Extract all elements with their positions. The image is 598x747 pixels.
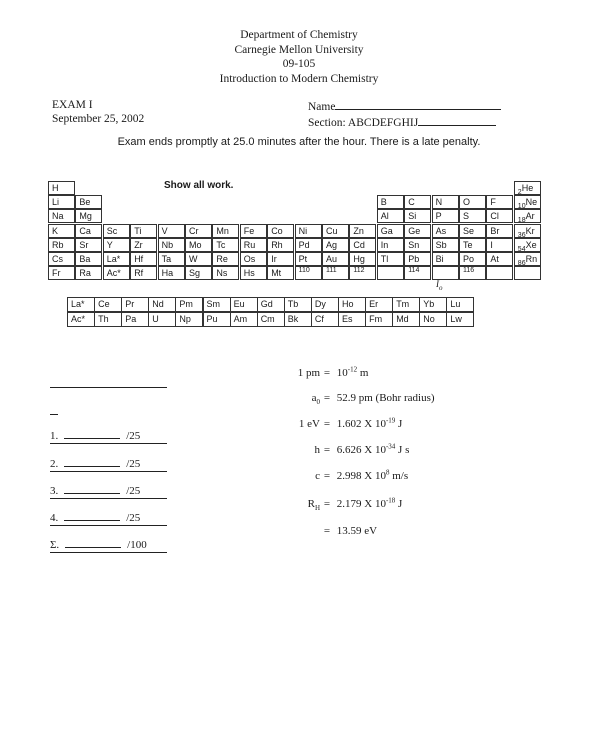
- score-total: /25: [126, 458, 141, 470]
- element-cell-fr: Fr: [48, 266, 75, 280]
- show-work-instruction: Show all work.: [164, 180, 234, 191]
- constant-symbol: 1 pm: [297, 367, 320, 379]
- element-cell-ge: Ge: [404, 224, 431, 238]
- score-rule: [50, 525, 167, 526]
- lanthanide-cell-dy: Dy: [311, 297, 339, 312]
- element-cell-be: Be: [75, 195, 102, 209]
- element-cell-36kr: $_{36}$Kr: [514, 224, 541, 238]
- lanthanide-cell-la: La*: [67, 297, 95, 312]
- score-blank[interactable]: [64, 483, 120, 494]
- element-cell-y: Y: [103, 238, 130, 252]
- constant-value: 52.9 pm (Bohr radius): [334, 392, 435, 404]
- element-cell-se: Se: [459, 224, 486, 238]
- score-rule: [50, 552, 167, 553]
- element-cell-mg: Mg: [75, 209, 102, 223]
- equals-sign: =: [323, 367, 331, 379]
- element-cell-zr: Zr: [130, 238, 157, 252]
- constant-value: $10^{-12}$ m: [334, 365, 369, 379]
- exam-info: [52, 98, 144, 126]
- element-cell-si: Si: [404, 209, 431, 223]
- element-cell-cr: Cr: [185, 224, 212, 238]
- constant-row: [264, 444, 409, 456]
- element-cell-p: P: [432, 209, 459, 223]
- element-cell-f: F: [486, 195, 513, 209]
- equals-sign: =: [323, 498, 331, 510]
- equals-sign: =: [323, 525, 331, 537]
- section-field[interactable]: [418, 114, 496, 126]
- score-total: /25: [126, 512, 141, 524]
- element-cell-fe: Fe: [240, 224, 267, 238]
- element-cell-pb: Pb: [404, 252, 431, 266]
- element-cell-18ar: $_{18}$Ar: [514, 209, 541, 223]
- score-blank[interactable]: [64, 428, 120, 439]
- constant-value: 2.998 X $10^8$ m/s: [334, 468, 409, 482]
- constant-value: 1.602 X $10^{-19}$ J: [334, 416, 403, 430]
- lanthanide-cell-sm: Sm: [203, 297, 231, 312]
- lanthanide-cell-ho: Ho: [338, 297, 366, 312]
- constant-row: [264, 367, 368, 379]
- score-row: [50, 510, 170, 524]
- element-cell-mt: Mt: [267, 266, 294, 280]
- element-cell-sg: Sg: [185, 266, 212, 280]
- element-cell-112: 112: [349, 266, 376, 280]
- element-cell-os: Os: [240, 252, 267, 266]
- element-cell-mn: Mn: [212, 224, 239, 238]
- element-cell-ra: Ra: [75, 266, 102, 280]
- element-cell-sc: Sc: [103, 224, 130, 238]
- element-cell-al: Al: [377, 209, 404, 223]
- actinide-cell-pa: Pa: [121, 312, 149, 327]
- element-cell-86rn: $_{86}$Rn: [514, 252, 541, 266]
- score-label: Σ.: [50, 539, 60, 551]
- element-cell-ir: Ir: [267, 252, 294, 266]
- actinide-cell-cm: Cm: [257, 312, 285, 327]
- element-cell-rf: Rf: [130, 266, 157, 280]
- score-blank[interactable]: [64, 510, 120, 521]
- element-cell-zn: Zn: [349, 224, 376, 238]
- section-label: Section: ABCDEFGHIJ: [308, 117, 419, 129]
- constant-symbol: $a_0$: [311, 392, 320, 407]
- score-total: /25: [126, 485, 141, 497]
- score-row: [50, 537, 170, 551]
- element-cell-in: In: [377, 238, 404, 252]
- element-cell-v: V: [158, 224, 185, 238]
- actinide-cell-cf: Cf: [311, 312, 339, 327]
- score-row: [50, 456, 170, 470]
- element-cell-ns: Ns: [212, 266, 239, 280]
- score-rule: [50, 471, 167, 472]
- element-cell-b: B: [377, 195, 404, 209]
- exam-title: EXAM I: [52, 99, 93, 111]
- score-rule: [50, 498, 167, 499]
- lanthanide-cell-tm: Tm: [392, 297, 420, 312]
- actinide-cell-u: U: [148, 312, 176, 327]
- element-cell-co: Co: [267, 224, 294, 238]
- lanthanide-cell-gd: Gd: [257, 297, 285, 312]
- lanthanide-cell-ce: Ce: [94, 297, 122, 312]
- element-cell-sn: Sn: [404, 238, 431, 252]
- lanthanide-cell-eu: Eu: [230, 297, 258, 312]
- equals-sign: =: [323, 418, 331, 430]
- element-cell-ca: Ca: [75, 224, 102, 238]
- lanthanide-cell-pr: Pr: [121, 297, 149, 312]
- element-cell-na: Na: [48, 209, 75, 223]
- element-cell-o: O: [459, 195, 486, 209]
- score-blank[interactable]: [65, 537, 121, 548]
- element-cell-rb: Rb: [48, 238, 75, 252]
- element-cell-nb: Nb: [158, 238, 185, 252]
- score-total: /100: [127, 539, 147, 551]
- element-cell-at: At: [486, 252, 513, 266]
- element-cell-mo: Mo: [185, 238, 212, 252]
- element-cell-ag: Ag: [322, 238, 349, 252]
- element-cell-hg: Hg: [349, 252, 376, 266]
- actinide-cell-fm: Fm: [365, 312, 393, 327]
- actinide-cell-th: Th: [94, 312, 122, 327]
- handwritten-mark: $I_o$: [436, 279, 443, 292]
- actinide-cell-no: No: [419, 312, 447, 327]
- actinide-cell-np: Np: [175, 312, 203, 327]
- element-cell-rh: Rh: [267, 238, 294, 252]
- name-label: Name: [308, 101, 336, 113]
- element-cell-br: Br: [486, 224, 513, 238]
- score-blank[interactable]: [64, 456, 120, 467]
- element-cell-la: La*: [103, 252, 130, 266]
- element-cell-ru: Ru: [240, 238, 267, 252]
- lanthanide-cell-er: Er: [365, 297, 393, 312]
- element-cell-10ne: $_{10}$Ne: [514, 195, 541, 209]
- actinide-cell-es: Es: [338, 312, 366, 327]
- element-cell-w: W: [185, 252, 212, 266]
- actinide-cell-lw: Lw: [446, 312, 474, 327]
- actinide-cell-pu: Pu: [203, 312, 231, 327]
- constant-row: [264, 392, 435, 407]
- constant-symbol: 1 eV: [298, 418, 320, 430]
- lanthanide-cell-nd: Nd: [148, 297, 176, 312]
- score-label: 3.: [50, 485, 59, 497]
- element-cell-re: Re: [212, 252, 239, 266]
- element-cell-cd: Cd: [349, 238, 376, 252]
- element-cell-bi: Bi: [432, 252, 459, 266]
- constant-row: [264, 525, 377, 537]
- department-name: Department of Chemistry: [240, 29, 358, 41]
- score-total: /25: [126, 430, 141, 442]
- element-cell-ba: Ba: [75, 252, 102, 266]
- element-cell-po: Po: [459, 252, 486, 266]
- element-cell-116: 116: [459, 266, 486, 280]
- element-cell-ti: Ti: [130, 224, 157, 238]
- element-cell-hs: Hs: [240, 266, 267, 280]
- constant-row: [264, 496, 403, 513]
- element-cell-ta: Ta: [158, 252, 185, 266]
- element-cell-54xe: $_{54}$Xe: [514, 238, 541, 252]
- constant-value: 13.59 eV: [334, 525, 378, 537]
- score-row: [50, 428, 170, 442]
- constant-symbol: h: [314, 444, 320, 456]
- actinide-cell-ac: Ac*: [67, 312, 95, 327]
- element-cell-c: C: [404, 195, 431, 209]
- score-row: [50, 483, 170, 497]
- element-cell-ga: Ga: [377, 224, 404, 238]
- element-cell-cu: Cu: [322, 224, 349, 238]
- document-header: [0, 28, 598, 86]
- score-top-rule: [50, 387, 167, 388]
- constant-symbol: c: [315, 470, 320, 482]
- course-title: Introduction to Modern Chemistry: [219, 72, 379, 85]
- constant-value: 2.179 X $10^{-18}$ J: [334, 496, 403, 510]
- periodic-cell-empty: [514, 266, 541, 280]
- lanthanide-cell-tb: Tb: [284, 297, 312, 312]
- actinide-cell-md: Md: [392, 312, 420, 327]
- element-cell-ni: Ni: [295, 224, 322, 238]
- lanthanide-cell-lu: Lu: [446, 297, 474, 312]
- element-cell-i: I: [486, 238, 513, 252]
- element-cell-2he: $_2$He: [514, 181, 541, 195]
- constant-row: [264, 470, 408, 482]
- actinide-cell-am: Am: [230, 312, 258, 327]
- element-cell-te: Te: [459, 238, 486, 252]
- periodic-cell-empty: [486, 266, 513, 280]
- equals-sign: =: [323, 444, 331, 456]
- element-cell-tl: Tl: [377, 252, 404, 266]
- element-cell-au: Au: [322, 252, 349, 266]
- element-cell-ac: Ac*: [103, 266, 130, 280]
- name-field[interactable]: [335, 98, 501, 110]
- element-cell-pd: Pd: [295, 238, 322, 252]
- course-number: 09-105: [282, 58, 316, 70]
- score-tick: [50, 414, 58, 415]
- element-cell-li: Li: [48, 195, 75, 209]
- score-rule: [50, 443, 167, 444]
- element-cell-110: 110: [295, 266, 322, 280]
- exam-date: September 25, 2002: [52, 113, 145, 125]
- actinide-cell-bk: Bk: [284, 312, 312, 327]
- constant-value: 6.626 X $10^{-34}$ J s: [334, 442, 410, 456]
- element-cell-sb: Sb: [432, 238, 459, 252]
- constant-row: [264, 418, 402, 430]
- element-cell-k: K: [48, 224, 75, 238]
- element-cell-n: N: [432, 195, 459, 209]
- element-cell-cs: Cs: [48, 252, 75, 266]
- element-cell-hf: Hf: [130, 252, 157, 266]
- constant-symbol: $R_H$: [307, 498, 320, 513]
- element-cell-h: H: [48, 181, 75, 195]
- exam-notice: Exam ends promptly at 25.0 minutes after the hour. There is a late penalty.: [117, 136, 481, 148]
- element-cell-s: S: [459, 209, 486, 223]
- element-cell-cl: Cl: [486, 209, 513, 223]
- score-label: 4.: [50, 512, 59, 524]
- element-cell-pt: Pt: [295, 252, 322, 266]
- equals-sign: =: [323, 470, 331, 482]
- lanthanide-cell-yb: Yb: [419, 297, 447, 312]
- periodic-cell-empty: [377, 266, 404, 280]
- university-name: Carnegie Mellon University: [234, 43, 364, 56]
- element-cell-111: 111: [322, 266, 349, 280]
- element-cell-sr: Sr: [75, 238, 102, 252]
- score-label: 2.: [50, 458, 59, 470]
- equals-sign: =: [323, 392, 331, 404]
- element-cell-ha: Ha: [158, 266, 185, 280]
- element-cell-as: As: [432, 224, 459, 238]
- element-cell-tc: Tc: [212, 238, 239, 252]
- student-info: [308, 98, 501, 130]
- score-label: 1.: [50, 430, 59, 442]
- lanthanide-cell-pm: Pm: [175, 297, 203, 312]
- element-cell-114: 114: [404, 266, 431, 280]
